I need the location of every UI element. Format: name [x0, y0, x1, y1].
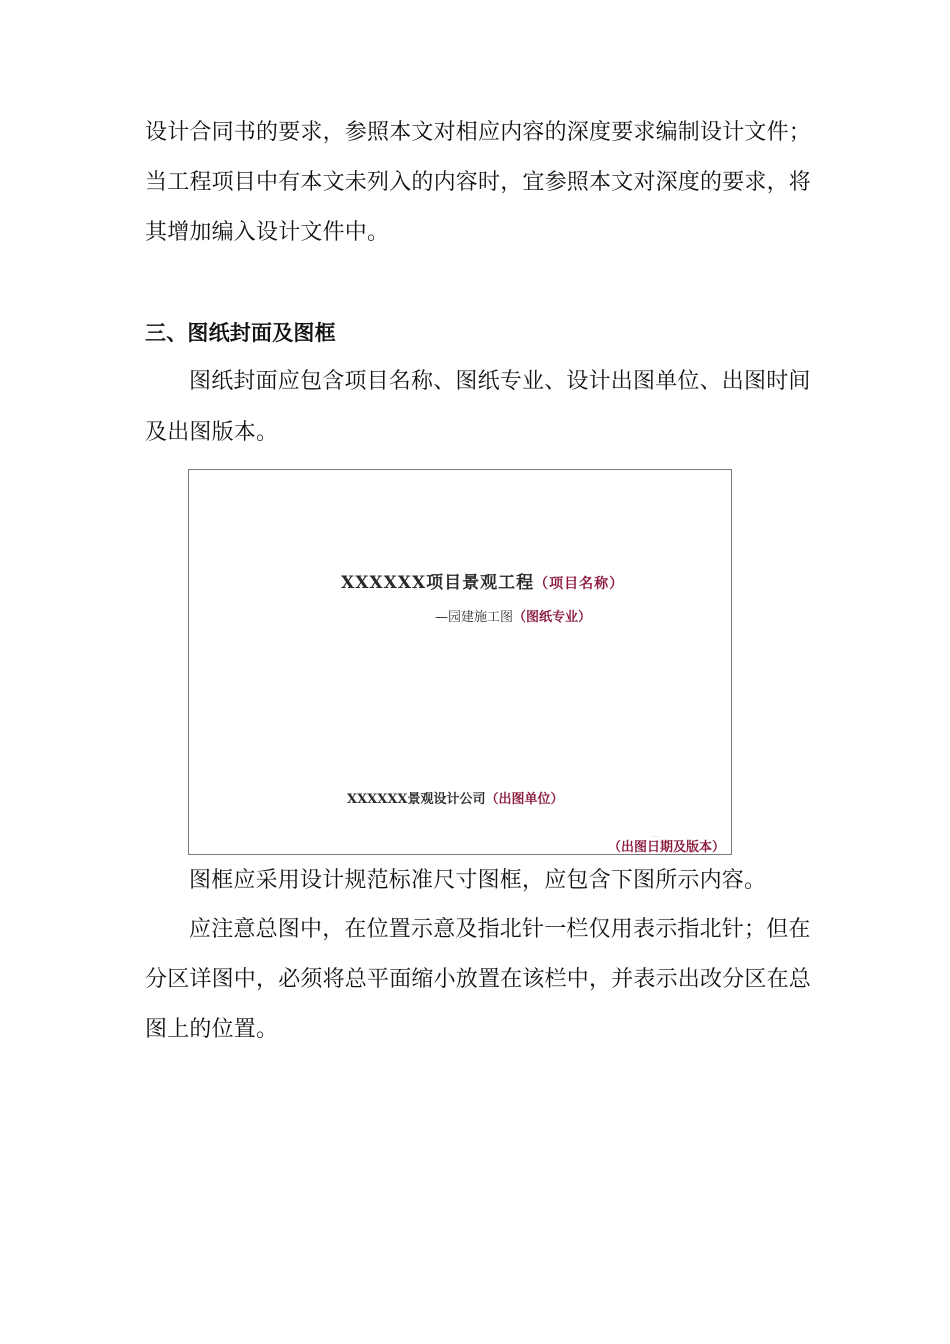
paragraph-line: 设计合同书的要求，参照本文对相应内容的深度要求编制设计文件； — [145, 120, 812, 145]
cover-discipline-name: —园建施工图 — [435, 610, 514, 625]
paragraph-line: 及出图版本。 — [145, 420, 279, 445]
cover-discipline-note: （图纸专业） — [513, 610, 592, 625]
paragraph-line: 其增加编入设计文件中。 — [145, 220, 390, 245]
cover-company — [347, 788, 564, 807]
cover-sample-figure — [188, 469, 732, 855]
cover-date-note: （出图日期及版本） — [607, 840, 725, 855]
paragraph-line: 分区详图中，必须将总平面缩小放置在该栏中，并表示出改分区在总 — [145, 967, 812, 992]
paragraph-line: 图上的位置。 — [145, 1017, 279, 1042]
cover-faint-mark: ..... — [651, 832, 661, 839]
paragraph-line: 当工程项目中有本文未列入的内容时，宜参照本文对深度的要求，将 — [145, 170, 812, 195]
section-heading: 三、图纸封面及图框 — [145, 321, 336, 345]
cover-discipline — [435, 606, 591, 625]
cover-company-note: （出图单位） — [485, 792, 564, 807]
paragraph-line: 应注意总图中，在位置示意及指北针一栏仅用表示指北针；但在 — [189, 917, 811, 942]
paragraph-line: 图纸封面应包含项目名称、图纸专业、设计出图单位、出图时间 — [189, 369, 811, 394]
cover-project-name: XXXXXX项目景观工程 — [341, 573, 535, 593]
cover-project-title — [341, 568, 624, 593]
cover-company-name: XXXXXX景观设计公司 — [347, 792, 486, 807]
paragraph-line: 图框应采用设计规范标准尺寸图框，应包含下图所示内容。 — [189, 868, 767, 893]
cover-project-name-note: （项目名称） — [534, 576, 625, 592]
